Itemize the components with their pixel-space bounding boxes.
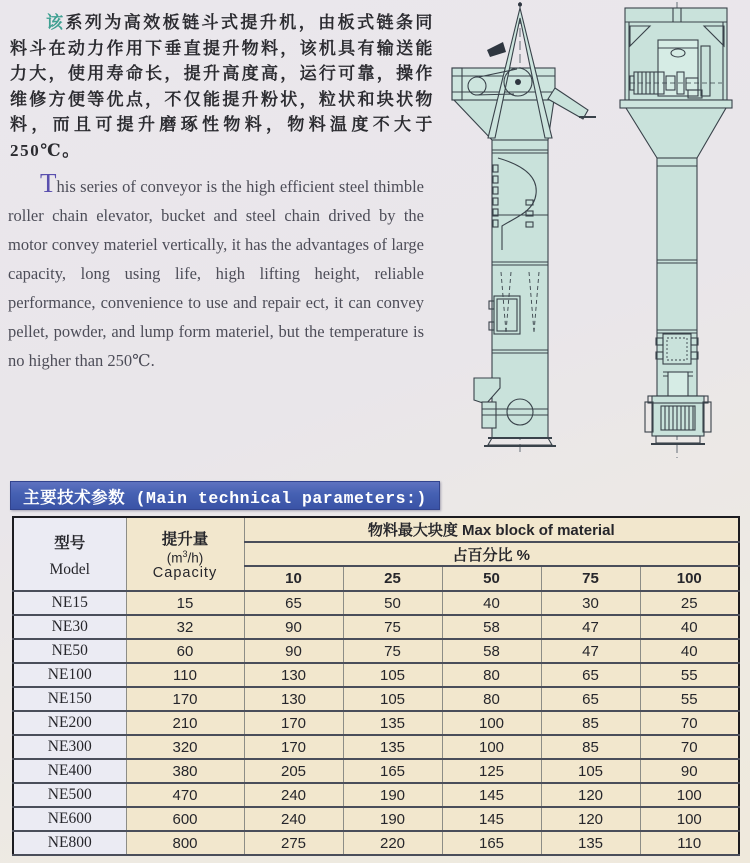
capacity-cell: 32: [126, 615, 244, 639]
block-value-cell: 190: [343, 807, 442, 831]
elevator-side-view-drawing: [452, 2, 596, 452]
capacity-header-chinese: 提升量: [161, 530, 209, 548]
block-value-cell: 190: [343, 783, 442, 807]
capacity-cell: 110: [126, 663, 244, 687]
chinese-paragraph-text: 系列为高效板链斗式提升机，由板式链条同料斗在动力作用下垂直提升物料，该机具有输送能力大，使用寿命长，提升高度高，运行可靠，操作维修方便等优点，不仅能提升粉状，粒状和块状物料，而且可提升磨琢性物料，物料温度不大于250℃。: [10, 13, 434, 160]
english-dropcap: T: [40, 168, 57, 198]
block-value-cell: 25: [640, 591, 739, 615]
block-value-cell: 170: [244, 711, 343, 735]
block-value-cell: 220: [343, 831, 442, 855]
block-value-cell: 65: [244, 591, 343, 615]
capacity-cell: 380: [126, 759, 244, 783]
block-value-cell: 145: [442, 783, 541, 807]
block-value-cell: 90: [244, 639, 343, 663]
block-value-cell: 65: [541, 663, 640, 687]
percent-col-header: 10: [244, 566, 343, 591]
model-header-chinese: 型号: [54, 535, 86, 552]
percent-col-header: 100: [640, 566, 739, 591]
table-row: [13, 807, 739, 831]
block-value-cell: 125: [442, 759, 541, 783]
elevator-technical-drawings: [430, 0, 750, 466]
block-value-cell: 105: [343, 663, 442, 687]
model-cell: NE500: [13, 783, 126, 807]
block-value-cell: 50: [343, 591, 442, 615]
capacity-cell: 210: [126, 711, 244, 735]
percent-col-header: 50: [442, 566, 541, 591]
model-cell: NE300: [13, 735, 126, 759]
capacity-cell: 470: [126, 783, 244, 807]
block-value-cell: 70: [640, 735, 739, 759]
table-row: [13, 759, 739, 783]
block-value-cell: 120: [541, 807, 640, 831]
parameters-table-body: [13, 591, 739, 855]
capacity-cell: 60: [126, 639, 244, 663]
block-value-cell: 75: [343, 615, 442, 639]
block-value-cell: 105: [343, 687, 442, 711]
percent-header: 占百分比 %: [244, 542, 739, 566]
block-value-cell: 145: [442, 807, 541, 831]
block-value-cell: 100: [640, 783, 739, 807]
block-value-cell: 105: [541, 759, 640, 783]
table-row: [13, 663, 739, 687]
block-value-cell: 130: [244, 687, 343, 711]
block-value-cell: 47: [541, 615, 640, 639]
chinese-lead-character: 该: [46, 13, 66, 32]
block-value-cell: 100: [442, 711, 541, 735]
block-value-cell: 90: [244, 615, 343, 639]
block-value-cell: 80: [442, 663, 541, 687]
model-cell: NE30: [13, 615, 126, 639]
capacity-cell: 15: [126, 591, 244, 615]
english-paragraph-text: his series of conveyor is the high efficient steel thimble roller chain elevator, bucket and steel chain drived by the motor convey materiel vertically, it has the advantages of large capacity, long using life, high lifting height, reliable performance, convenience to use and repair ect, it can convey pellet, powder, and lump form materiel, but the temperature is no higher than 250℃.: [8, 177, 424, 370]
table-row: [13, 687, 739, 711]
capacity-header-english: Capacity: [152, 565, 218, 582]
block-value-cell: 165: [442, 831, 541, 855]
block-value-cell: 58: [442, 639, 541, 663]
block-value-cell: 275: [244, 831, 343, 855]
block-value-cell: 135: [343, 711, 442, 735]
block-value-cell: 110: [640, 831, 739, 855]
block-value-cell: 80: [442, 687, 541, 711]
block-value-cell: 165: [343, 759, 442, 783]
model-cell: NE15: [13, 591, 126, 615]
table-row: [13, 783, 739, 807]
capacity-cell: 800: [126, 831, 244, 855]
block-value-cell: 58: [442, 615, 541, 639]
block-value-cell: 55: [640, 687, 739, 711]
block-value-cell: 240: [244, 783, 343, 807]
block-value-cell: 75: [343, 639, 442, 663]
intro-paragraph-chinese: [10, 10, 434, 164]
capacity-header-unit: $(m^3/h)$: [166, 548, 204, 566]
table-row: [13, 831, 739, 855]
block-value-cell: 100: [640, 807, 739, 831]
block-value-cell: 135: [343, 735, 442, 759]
block-value-cell: 90: [640, 759, 739, 783]
intro-paragraph-english: [8, 168, 424, 375]
block-value-cell: 135: [541, 831, 640, 855]
section-header-title: 主要技术参数 (Main technical parameters:): [23, 488, 427, 508]
block-value-cell: 55: [640, 663, 739, 687]
block-value-cell: 70: [640, 711, 739, 735]
block-value-cell: 130: [244, 663, 343, 687]
model-cell: NE200: [13, 711, 126, 735]
max-block-header: 物料最大块度 Max block of material: [244, 517, 739, 542]
model-cell: NE800: [13, 831, 126, 855]
block-value-cell: 240: [244, 807, 343, 831]
capacity-cell: 170: [126, 687, 244, 711]
capacity-column-header: [126, 517, 244, 591]
model-column-header: [13, 517, 126, 591]
model-cell: NE150: [13, 687, 126, 711]
percent-col-header: 75: [541, 566, 640, 591]
table-row: [13, 711, 739, 735]
model-cell: NE100: [13, 663, 126, 687]
block-value-cell: 120: [541, 783, 640, 807]
block-value-cell: 85: [541, 735, 640, 759]
block-value-cell: 40: [640, 615, 739, 639]
model-header-english: Model: [49, 561, 90, 578]
model-cell: NE400: [13, 759, 126, 783]
block-value-cell: 170: [244, 735, 343, 759]
block-value-cell: 30: [541, 591, 640, 615]
model-cell: NE600: [13, 807, 126, 831]
block-value-cell: 40: [442, 591, 541, 615]
section-header-bar: [10, 481, 440, 510]
parameters-table: [12, 516, 740, 856]
block-value-cell: 40: [640, 639, 739, 663]
table-row: [13, 615, 739, 639]
table-row: [13, 591, 739, 615]
table-row: [13, 639, 739, 663]
block-value-cell: 47: [541, 639, 640, 663]
block-value-cell: 65: [541, 687, 640, 711]
block-value-cell: 85: [541, 711, 640, 735]
table-header-row-1: [13, 517, 739, 542]
block-value-cell: 100: [442, 735, 541, 759]
table-row: [13, 735, 739, 759]
elevator-front-view-drawing: [620, 2, 732, 458]
percent-col-header: 25: [343, 566, 442, 591]
block-value-cell: 205: [244, 759, 343, 783]
model-cell: NE50: [13, 639, 126, 663]
capacity-cell: 320: [126, 735, 244, 759]
capacity-cell: 600: [126, 807, 244, 831]
